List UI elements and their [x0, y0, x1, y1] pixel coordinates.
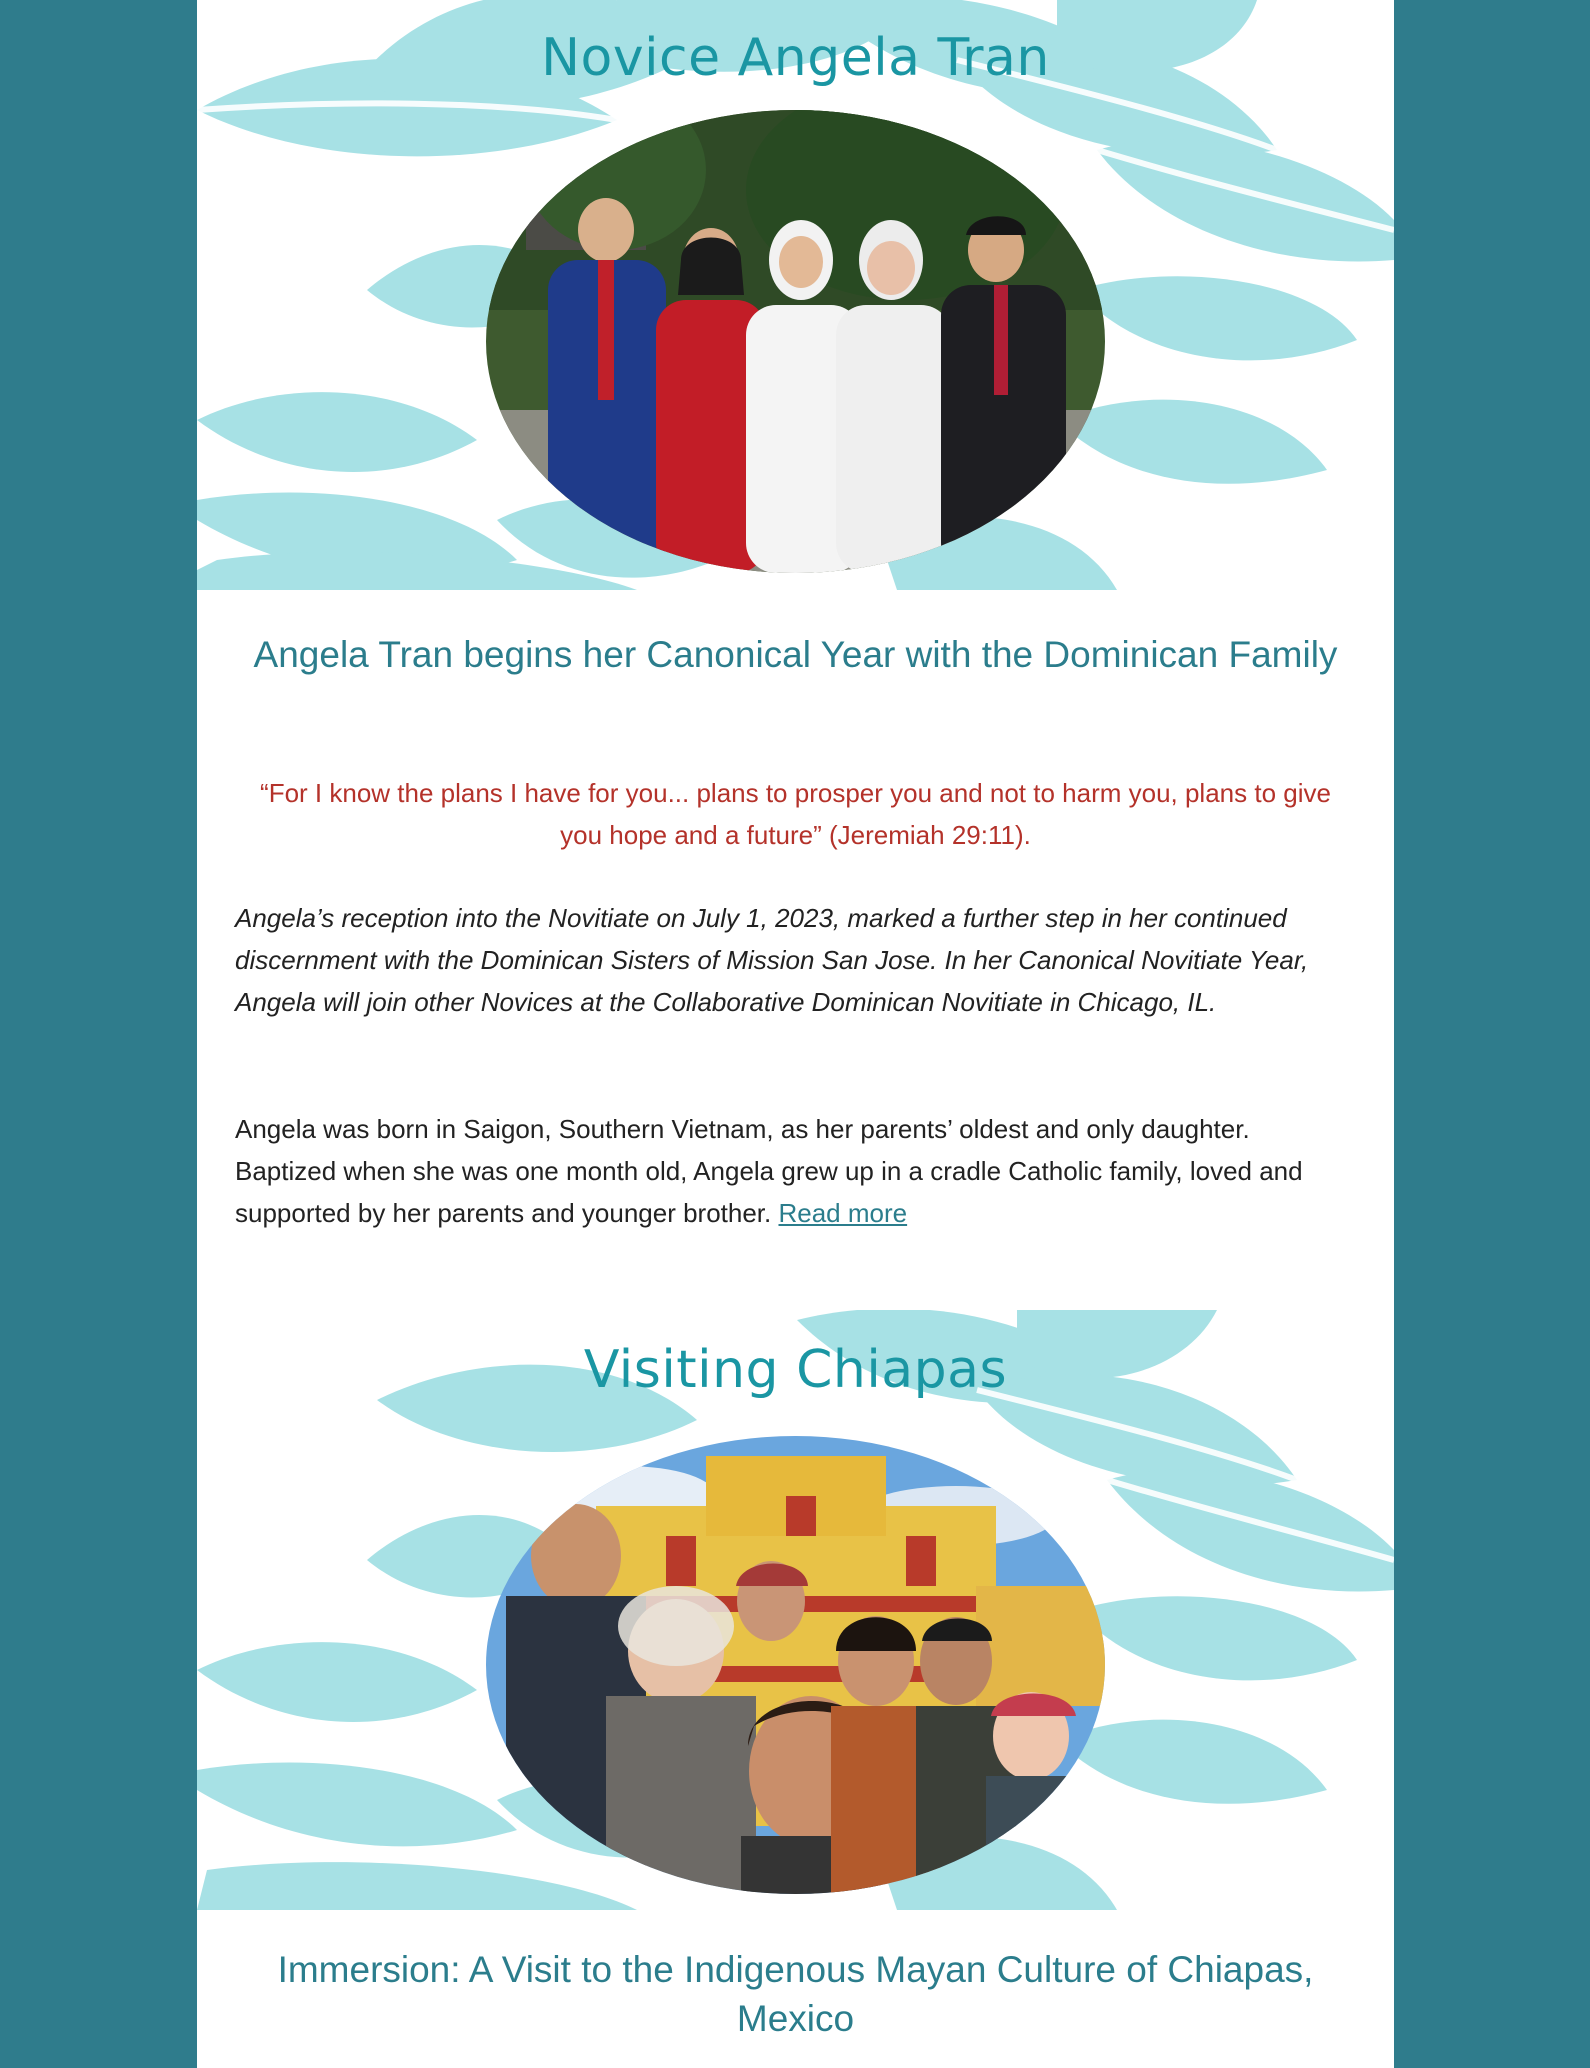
body-paragraph [235, 1108, 1345, 1234]
body-text: Angela was born in Saigon, Southern Vietnam, as her parents’ oldest and only daughter. Baptized when she was one month old, Angela grew up in a cradle Catholic family, loved and supported by her parents and younger brother. [235, 1114, 1303, 1228]
intro-paragraph: Angela’s reception into the Novitiate on July 1, 2023, marked a further step in her continued discernment with the Dominican Sisters of Mission San Jose. In her Canonical Novitiate Year, Angela will join other Novices at the Collaborative Dominican Novitiate in Chicago, IL. [235, 903, 1309, 1017]
read-more-link[interactable]: Read more [778, 1198, 908, 1228]
chiapas-photo [486, 1436, 1105, 1894]
scripture-quote: “For I know the plans I have for you... plans to prosper you and not to harm you, plans to give you hope and a future” (Jeremiah 29:11). [260, 778, 1331, 850]
section1-banner [197, 0, 1394, 590]
section1-title: Novice Angela Tran [541, 28, 1050, 88]
section2-banner [197, 1310, 1394, 1910]
section1-subheading: Angela Tran begins her Canonical Year with the Dominican Family [253, 634, 1338, 675]
newsletter-page [197, 0, 1394, 2068]
section2-subheading: Immersion: A Visit to the Indigenous Mayan Culture of Chiapas, Mexico [277, 1949, 1314, 2039]
chiapas-photo-image [486, 1436, 1105, 1894]
family-photo [486, 110, 1105, 573]
family-photo-image [486, 110, 1105, 573]
section2-title: Visiting Chiapas [583, 1340, 1008, 1400]
